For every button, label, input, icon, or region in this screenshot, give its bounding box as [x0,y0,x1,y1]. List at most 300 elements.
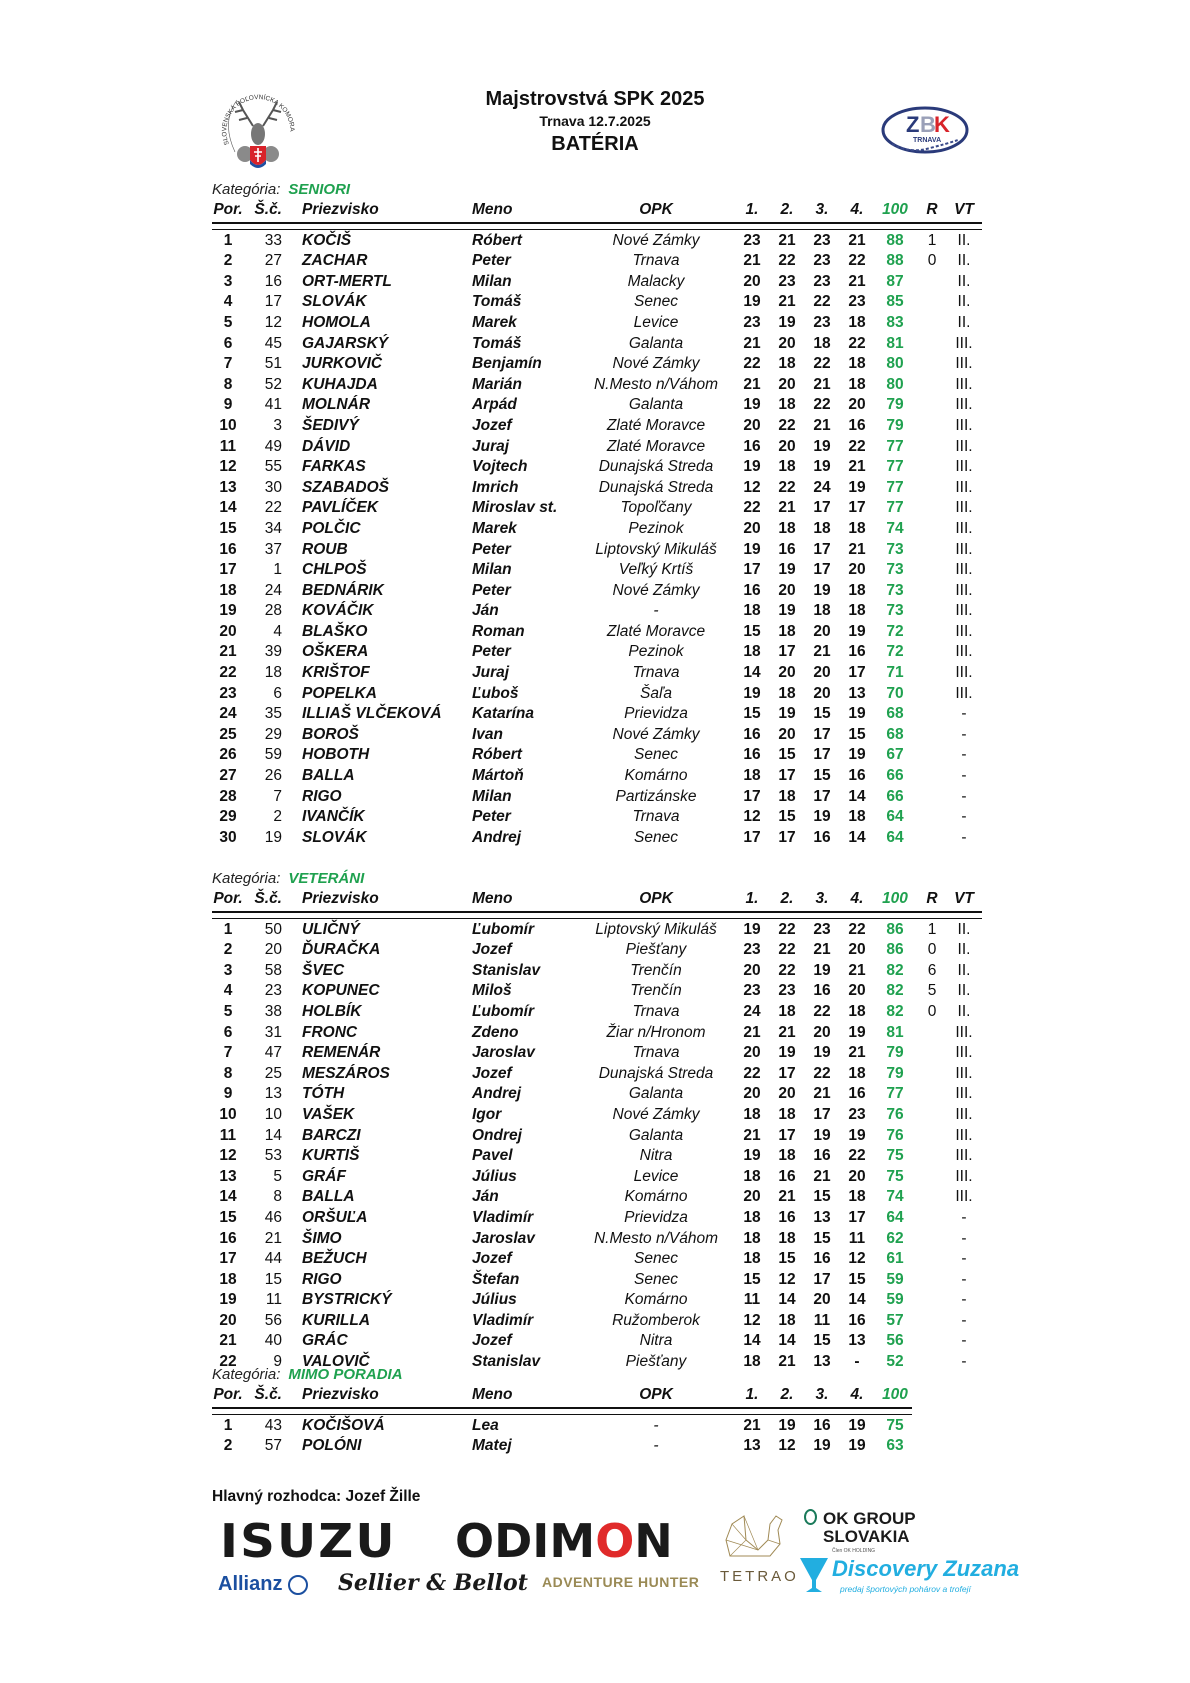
table-header [212,200,982,221]
cell-total: 66 [886,787,904,805]
cell-priezvisko: MOLNÁR [302,396,371,414]
cell-total: 79 [886,416,904,434]
cell-total: 63 [886,1437,904,1455]
cell-opk: Galanta [628,1085,684,1103]
cell-vt: III. [955,375,973,393]
cell-vt: - [961,1291,967,1309]
column-header-vt: VT [954,201,974,218]
table-row [212,313,982,334]
cell-total: 80 [886,375,904,393]
table-row [212,1187,982,1208]
cell-k3: 11 [813,1311,831,1329]
column-header-r: R [926,890,938,907]
cell-opk: Galanta [628,334,684,352]
cell-meno: Ľubomír [472,920,534,938]
cell-k1: 21 [743,375,761,393]
cell-k1: 20 [743,272,761,290]
page-title: Majstrovstvá SPK 2025 [485,88,705,110]
cell-priezvisko: TÓTH [302,1085,345,1103]
cell-r: 0 [927,1002,937,1020]
cell-priezvisko: OŠKERA [302,643,369,661]
cell-vt: II. [957,1002,971,1020]
cell-vt: - [961,746,967,764]
cell-priezvisko: SZABADOŠ [302,478,389,496]
cell-por: 11 [219,1126,237,1144]
cell-opk: Piešťany [625,1353,687,1371]
table-row [212,1002,982,1023]
cell-sc: 52 [264,375,282,393]
cell-sc: 40 [264,1332,282,1350]
column-header-opk: OPK [639,1386,673,1403]
cell-total: 77 [886,478,904,496]
cell-vt: III. [955,1105,973,1123]
cell-k4: 21 [848,272,866,290]
cell-k1: 16 [743,581,761,599]
cell-opk: Senec [634,828,678,846]
cell-vt: II. [957,920,971,938]
cell-por: 6 [223,1023,233,1041]
cell-sc: 20 [264,941,282,959]
cell-meno: Ján [472,602,499,620]
cell-opk: Trnava [632,664,680,682]
cell-meno: Peter [472,252,511,270]
cell-sc: 23 [264,982,282,1000]
cell-meno: Roman [472,622,525,640]
cell-k1: 19 [743,540,761,558]
cell-sc: 53 [264,1147,282,1165]
cell-k4: 19 [848,705,866,723]
cell-sc: 21 [264,1229,282,1247]
cell-k3: 18 [813,519,831,537]
table-row [212,981,982,1002]
table-row [212,601,982,622]
table-row [212,251,982,272]
cell-priezvisko: VALOVIČ [302,1353,370,1371]
cell-por: 12 [219,458,237,476]
cell-k1: 21 [743,1126,761,1144]
cell-sc: 37 [264,540,282,558]
cell-total: 77 [886,499,904,517]
cell-opk: Trnava [632,252,680,270]
cell-opk: Nové Zámky [612,725,700,743]
cell-priezvisko: KURTIŠ [302,1147,360,1165]
cell-k4: 21 [848,540,866,558]
cell-k1: 20 [743,1044,761,1062]
cell-k4: 22 [848,437,866,455]
table-row [212,354,982,375]
cell-meno: Štefan [472,1270,520,1288]
cell-priezvisko: BARCZI [302,1126,361,1144]
cell-meno: Ľuboš [472,684,519,702]
cell-por: 9 [223,396,233,414]
cell-sc: 8 [273,1188,282,1206]
table-row [212,1270,982,1291]
cell-k2: 18 [778,1105,796,1123]
cell-k3: 17 [813,725,831,743]
tetrao-logo: TETRAO [720,1568,799,1585]
cell-k4: 12 [848,1250,866,1268]
cell-k3: 20 [813,664,831,682]
cell-k4: 19 [848,1023,866,1041]
cell-k3: 23 [813,920,831,938]
cell-meno: Arpád [472,396,517,414]
cell-k1: 18 [743,1353,761,1371]
cell-sc: 55 [264,458,282,476]
cell-k2: 20 [778,725,796,743]
cell-k3: 15 [813,767,831,785]
ok-group-ring-icon [804,1509,817,1525]
cell-r: 5 [927,982,937,1000]
cell-k1: 18 [743,1250,761,1268]
cell-k1: 17 [743,787,761,805]
cell-vt: III. [955,1064,973,1082]
cell-opk: Trenčín [630,961,682,979]
cell-por: 9 [223,1085,233,1103]
cell-k4: 23 [848,1105,866,1123]
cell-sc: 49 [264,437,282,455]
cell-priezvisko: BLAŠKO [302,622,368,640]
cell-k3: 19 [813,1044,831,1062]
column-header-meno: Meno [472,1386,513,1403]
category-name: VETERÁNI [288,870,365,887]
cell-por: 22 [219,1353,237,1371]
cell-priezvisko: VAŠEK [302,1105,355,1123]
svg-text:B: B [920,112,936,137]
cell-sc: 3 [273,416,282,434]
cell-vt: - [961,1270,967,1288]
cell-vt: II. [957,982,971,1000]
cell-k2: 16 [778,1167,796,1185]
cell-meno: Marián [472,375,522,393]
cell-k2: 16 [778,540,796,558]
cell-priezvisko: BEŽUCH [302,1250,367,1268]
cell-opk: N.Mesto n/Váhom [593,1229,719,1247]
cell-meno: Július [472,1291,517,1309]
cell-meno: Vojtech [472,458,528,476]
cell-k2: 15 [778,808,796,826]
cell-vt: II. [957,231,971,249]
allianz-text: Allianz [218,1573,283,1595]
cell-sc: 6 [273,684,282,702]
cell-total: 77 [886,437,904,455]
cell-k1: 18 [743,1229,761,1247]
odimon-o-icon: O [595,1514,635,1568]
cell-por: 3 [223,272,233,290]
cell-k2: 18 [778,1229,796,1247]
cell-vt: II. [957,293,971,311]
cell-k3: 22 [813,396,831,414]
cell-k3: 16 [813,982,831,1000]
cell-k2: 21 [778,499,796,517]
category-mimo-poradia [212,1365,982,1457]
cell-por: 15 [219,519,237,537]
cell-vt: - [961,725,967,743]
cell-k2: 21 [778,231,796,249]
category-name: MIMO PORADIA [288,1366,403,1383]
cell-por: 21 [219,643,237,661]
ok-group-text: OK GROUP [823,1509,916,1528]
cell-k2: 22 [778,941,796,959]
cell-meno: Lea [472,1416,499,1434]
column-header-sc: Š.č. [254,201,282,218]
trophy-icon [798,1556,830,1596]
event-place-date: Trnava 12.7.2025 [539,113,651,129]
cell-vt: - [961,767,967,785]
cell-sc: 34 [264,519,282,537]
table-row [212,1064,982,1085]
cell-k4: 18 [848,375,866,393]
cell-k2: 18 [778,622,796,640]
cell-k4: 18 [848,1002,866,1020]
cell-k3: 18 [813,602,831,620]
category-name: SENIORI [288,181,351,198]
cell-k1: 11 [743,1291,761,1309]
cell-total: 82 [886,961,904,979]
cell-sc: 24 [264,581,282,599]
cell-k3: 19 [813,1126,831,1144]
cell-vt: III. [955,416,973,434]
cell-vt: III. [955,561,973,579]
cell-meno: Miroslav st. [472,499,558,517]
cell-k3: 21 [813,941,831,959]
cell-k2: 17 [778,1126,796,1144]
cell-vt: III. [955,519,973,537]
cell-priezvisko: JURKOVIČ [302,355,383,373]
table-row [212,1167,982,1188]
cell-k2: 21 [778,1023,796,1041]
cell-opk: Galanta [628,1126,684,1144]
cell-priezvisko: ĎURAČKA [302,941,381,959]
cell-priezvisko: SLOVÁK [302,293,367,311]
table-row [212,1105,982,1126]
table-row [212,292,982,313]
cell-por: 7 [223,355,233,373]
cell-priezvisko: KURILLA [302,1311,371,1329]
cell-k4: 19 [848,1126,866,1144]
cell-k3: 20 [813,622,831,640]
column-header-opk: OPK [639,890,673,907]
cell-k1: 23 [743,313,761,331]
column-header-priezvisko: Priezvisko [302,890,379,907]
cell-k4: 17 [848,664,866,682]
cell-meno: Mártoň [472,767,524,785]
cell-meno: Ondrej [472,1126,522,1144]
cell-k2: 21 [778,1188,796,1206]
cell-opk: Prievidza [624,705,688,723]
cell-k4: 22 [848,334,866,352]
cell-por: 5 [223,313,233,331]
cell-total: 52 [886,1353,904,1371]
cell-k2: 12 [778,1437,796,1455]
cell-total: 73 [886,581,904,599]
cell-vt: III. [955,1147,973,1165]
cell-total: 74 [886,1188,904,1206]
cell-vt: - [961,1250,967,1268]
cell-opk: Pezinok [628,519,684,537]
cell-opk: Zlaté Moravce [606,437,706,455]
column-header-priezvisko: Priezvisko [302,201,379,218]
cell-opk: Nové Zámky [612,355,700,373]
cell-k2: 22 [778,478,796,496]
table-row [212,1146,982,1167]
cell-meno: Pavel [472,1147,513,1165]
cell-total: 76 [886,1126,904,1144]
cell-k4: 18 [848,602,866,620]
cell-opk: Malacky [627,272,685,290]
cell-k2: 20 [778,581,796,599]
cell-priezvisko: POPELKA [302,684,377,702]
cell-k4: - [854,1353,860,1371]
cell-por: 16 [219,1229,237,1247]
cell-priezvisko: CHLPOŠ [302,561,367,579]
cell-priezvisko: BOROŠ [302,725,359,743]
cell-meno: Jozef [472,1064,512,1082]
cell-k3: 23 [813,272,831,290]
cell-r: 1 [927,231,937,249]
cell-sc: 33 [264,231,282,249]
cell-priezvisko: DÁVID [302,437,351,455]
cell-sc: 39 [264,643,282,661]
cell-k1: 19 [743,396,761,414]
cell-vt: III. [955,1044,973,1062]
cell-k3: 16 [813,1250,831,1268]
cell-priezvisko: SLOVÁK [302,828,367,846]
cell-total: 88 [886,231,904,249]
cell-total: 73 [886,561,904,579]
cell-por: 22 [219,664,237,682]
cell-k3: 15 [813,1332,831,1350]
cell-priezvisko: HOLBÍK [302,1002,362,1020]
cell-k2: 12 [778,1270,796,1288]
cell-por: 11 [219,437,237,455]
cell-k4: 19 [848,622,866,640]
table-row [212,940,982,961]
cell-k1: 19 [743,458,761,476]
cell-por: 8 [223,1064,233,1082]
header-divider [212,1407,912,1415]
cell-k3: 15 [813,705,831,723]
cell-por: 20 [219,622,237,640]
cell-k4: 22 [848,252,866,270]
cell-k1: 20 [743,519,761,537]
cell-k2: 20 [778,334,796,352]
tetrao-bird-icon [722,1510,786,1564]
odimon-text-a: ODIM [455,1514,596,1568]
cell-opk: Komárno [624,1188,688,1206]
cell-k1: 15 [743,705,761,723]
table-row [212,766,982,787]
cell-meno: Jozef [472,416,512,434]
table-row [212,1249,982,1270]
cell-vt: III. [955,478,973,496]
cell-priezvisko: BEDNÁRIK [302,581,384,599]
cell-k4: 16 [848,1085,866,1103]
cell-por: 17 [219,1250,237,1268]
cell-sc: 22 [264,499,282,517]
cell-k4: 18 [848,581,866,599]
cell-k4: 20 [848,396,866,414]
cell-opk: Dunajská Streda [598,478,714,496]
cell-vt: III. [955,643,973,661]
cell-total: 82 [886,982,904,1000]
cell-por: 1 [223,231,233,249]
cell-k2: 15 [778,746,796,764]
cell-total: 64 [886,808,904,826]
cell-k2: 19 [778,313,796,331]
cell-por: 13 [219,1167,237,1185]
cell-k4: 13 [848,684,866,702]
cell-vt: II. [957,961,971,979]
cell-total: 66 [886,767,904,785]
cell-k3: 19 [813,458,831,476]
cell-opk: Trnava [632,1002,680,1020]
column-header-k1: 1. [745,890,759,907]
cell-k4: 17 [848,1208,866,1226]
category-heading [212,180,982,200]
cell-k2: 22 [778,416,796,434]
cell-opk: Senec [634,1270,678,1288]
cell-opk: Trnava [632,808,680,826]
cell-meno: Róbert [472,231,522,249]
cell-por: 4 [223,293,233,311]
cell-opk: Liptovský Mikuláš [595,540,717,558]
cell-k4: 22 [848,920,866,938]
column-header-por: Por. [213,890,243,907]
cell-vt: III. [955,581,973,599]
cell-sc: 17 [264,293,282,311]
cell-vt: III. [955,396,973,414]
cell-opk: Nitra [639,1332,673,1350]
cell-k1: 12 [743,478,761,496]
table-row [212,478,982,499]
cell-k3: 16 [813,1416,831,1434]
cell-k1: 18 [743,767,761,785]
cell-meno: Marek [472,519,517,537]
cell-sc: 10 [264,1105,282,1123]
cell-por: 24 [219,705,237,723]
category-label: Kategória: [212,1366,281,1383]
cell-opk: Nové Zámky [612,1105,700,1123]
cell-k3: 23 [813,231,831,249]
cell-vt: III. [955,1126,973,1144]
cell-k1: 16 [743,746,761,764]
cell-meno: Marek [472,313,517,331]
cell-por: 18 [219,1270,237,1288]
table-row [212,560,982,581]
cell-opk: Dunajská Streda [598,458,714,476]
cell-k2: 14 [778,1332,796,1350]
cell-k4: 21 [848,1044,866,1062]
cell-meno: Milan [472,561,512,579]
cell-meno: Andrej [472,1085,522,1103]
table-row [212,622,982,643]
cell-k3: 17 [813,746,831,764]
svg-text:TRNAVA: TRNAVA [913,137,942,144]
cell-total: 77 [886,458,904,476]
cell-k1: 20 [743,1188,761,1206]
column-header-k4: 4. [850,890,864,907]
table-row [212,787,982,808]
table-header [212,889,982,910]
cell-vt: II. [957,272,971,290]
table-row [212,437,982,458]
cell-por: 15 [219,1208,237,1226]
table-row [212,1084,982,1105]
table-row [212,1436,982,1457]
table-row [212,920,982,941]
odimon-text-b: N [634,1514,673,1568]
isuzu-logo: ISUZU [220,1514,397,1568]
